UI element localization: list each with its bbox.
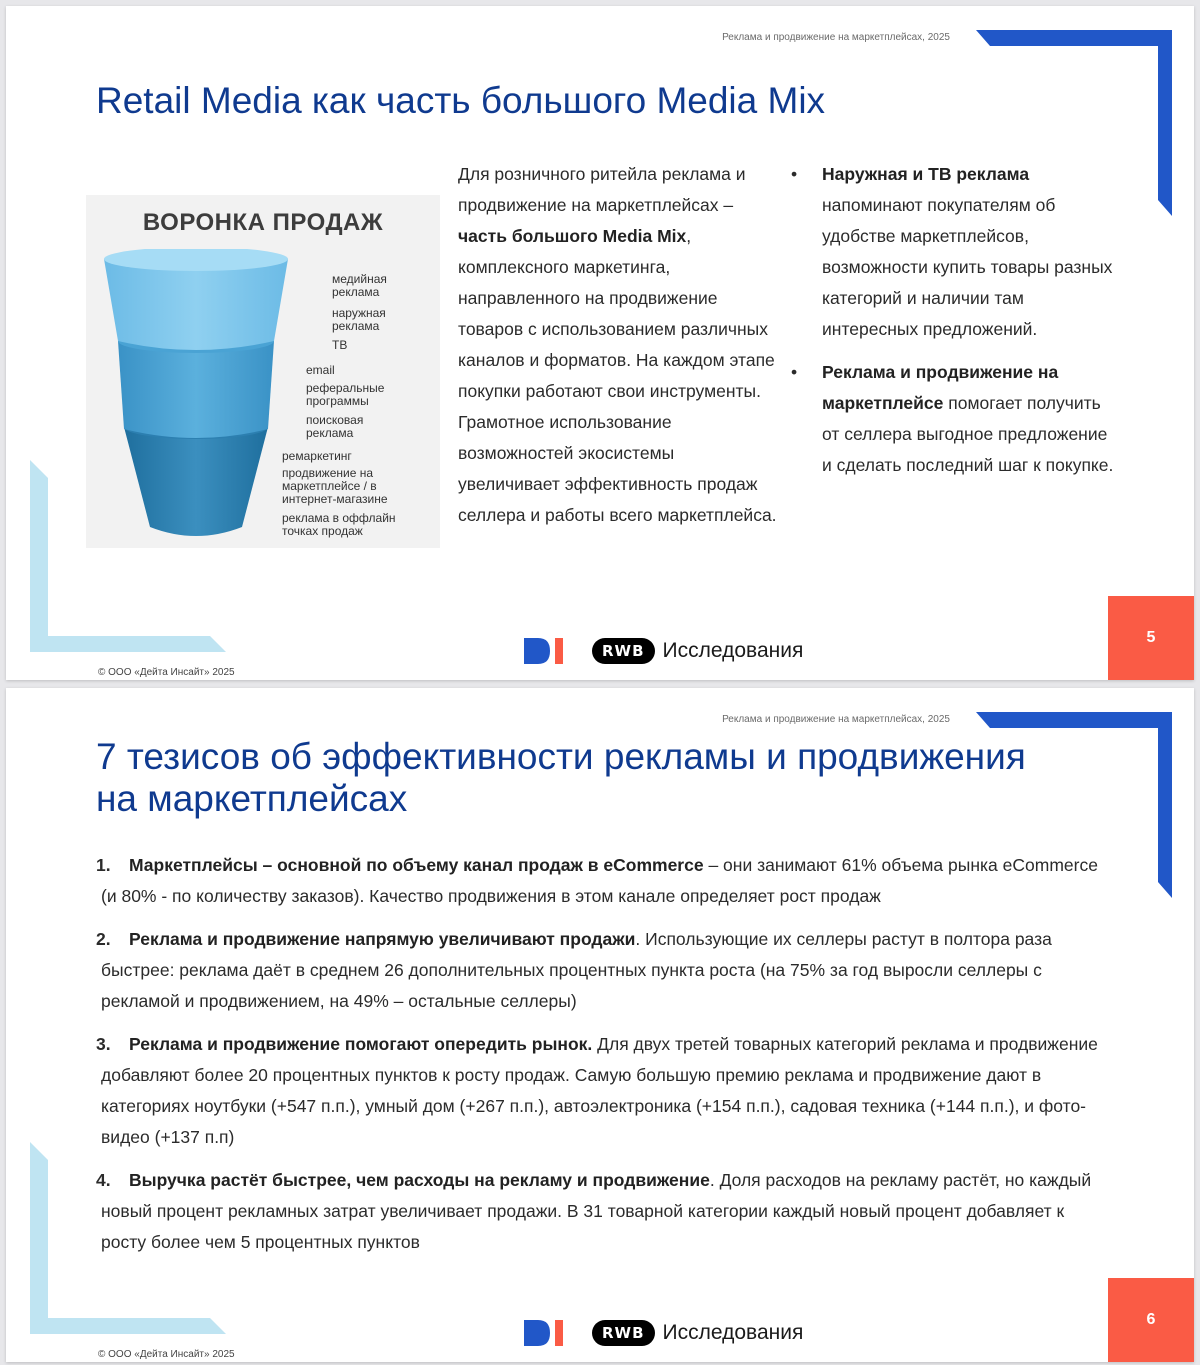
di-logo (524, 1320, 564, 1346)
header-note: Реклама и продвижение на маркетплейсах, 2025 (722, 32, 950, 43)
rwb-research-label: Исследования (662, 1321, 804, 1344)
funnel-title: ВОРОНКА ПРОДАЖ (142, 209, 384, 236)
thesis-item: 1. Маркетплейсы – основной по объему канал продаж в eCommerce – они занимают 61% объема рынка eCommerce (и 80% - по количеству заказов). Качество продвижения в этом канале определяет рост продаж (96, 855, 1098, 906)
intro-bold: часть большого Media Mix (458, 226, 687, 246)
thesis-item: 2. Реклама и продвижение напрямую увеличивают продажи. Использующие их селлеры растут в полтора раза быстрее: реклама даёт в среднем 26 дополнительных процентных пункта роста (на 75% за год выросли селлеры с рекламой и продвижением, на 49% – остальные селлеры) (96, 929, 1052, 1011)
thesis-item: 4. Выручка растёт быстрее, чем расходы на рекламу и продвижение. Доля расходов на рекламу растёт, но каждый новый процент рекламных затрат увеличивает продажи. В 31 товарной категории каждый новый процент добавляет к росту более чем 5 процентных пунктов (96, 1170, 1092, 1252)
theses-list (96, 850, 1106, 1270)
slide-5 (6, 6, 1194, 680)
rwb-logo (592, 638, 803, 664)
funnel-label: поисковая реклама (306, 413, 364, 440)
rwb-logo (592, 1320, 803, 1346)
slide-title: 7 тезисов об эффективности рекламы и продвижения на маркетплейсах (96, 736, 1026, 819)
funnel-label: email (306, 363, 335, 377)
rwb-pill: RWB (592, 1320, 655, 1346)
footer-logos (524, 1320, 803, 1346)
bullet-item: • Реклама и продвижение на маркетплейсе помогает получить от селлера выгодное предложение и сделать последний шаг к покупке. (791, 357, 1121, 481)
thesis-item: 3. Реклама и продвижение помогают опередить рынок. Для двух третей товарных категорий реклама и продвижение добавляют более 20 процентных пунктов к росту продаж. Самую большую премию реклама и продвижение дают в категориях ноутбуки (+547 п.п.), умный дом (+267 п.п.), автоэлектроника (+154 п.п.), садовая техника (+144 п.п.), и фото-видео (+137 п.п) (96, 1034, 1098, 1147)
funnel-graphic (102, 249, 302, 539)
funnel-label: реферальные программы (306, 381, 385, 408)
copyright: © ООО «Дейта Инсайт» 2025 (98, 1349, 235, 1360)
funnel-label: продвижение на маркетплейсе / в интернет-магазине (282, 466, 388, 506)
di-logo (524, 638, 564, 664)
rwb-research-label: Исследования (662, 639, 804, 662)
funnel-label: ремаркетинг (282, 449, 352, 463)
intro-paragraph: Для розничного ритейла реклама и продвижение на маркетплейсах – часть большого Media Mix, комплексного маркетинга, направленного на продвижение товаров с использованием различных каналов и форматов. На каждом этапе покупки работают свои инструменты. Грамотное использование возможностей экосистемы увеличивает эффективность продаж селлера и работы всего маркетплейса. (458, 164, 777, 525)
footer-logos (524, 638, 803, 664)
page-number: 5 (1108, 596, 1194, 680)
slide-title: Retail Media как часть большого Media Mix (96, 80, 826, 121)
header-note: Реклама и продвижение на маркетплейсах, 2025 (722, 714, 950, 725)
funnel-label: медийная реклама (332, 272, 387, 299)
copyright: © ООО «Дейта Инсайт» 2025 (98, 667, 235, 678)
rwb-pill: RWB (592, 638, 655, 664)
funnel-label: реклама в оффлайн точках продаж (282, 511, 396, 538)
page-number: 6 (1108, 1278, 1194, 1362)
funnel-label: ТВ (332, 338, 348, 352)
slide-6 (6, 688, 1194, 1362)
bullet-list (791, 159, 1121, 481)
sales-funnel-image (86, 195, 440, 548)
bullet-item: • Наружная и ТВ реклама напоминают покупателям об удобстве маркетплейсов, возможности купить товары разных категорий и наличии там интересных предложений. (791, 159, 1121, 345)
funnel-label: наружная реклама (332, 306, 386, 333)
